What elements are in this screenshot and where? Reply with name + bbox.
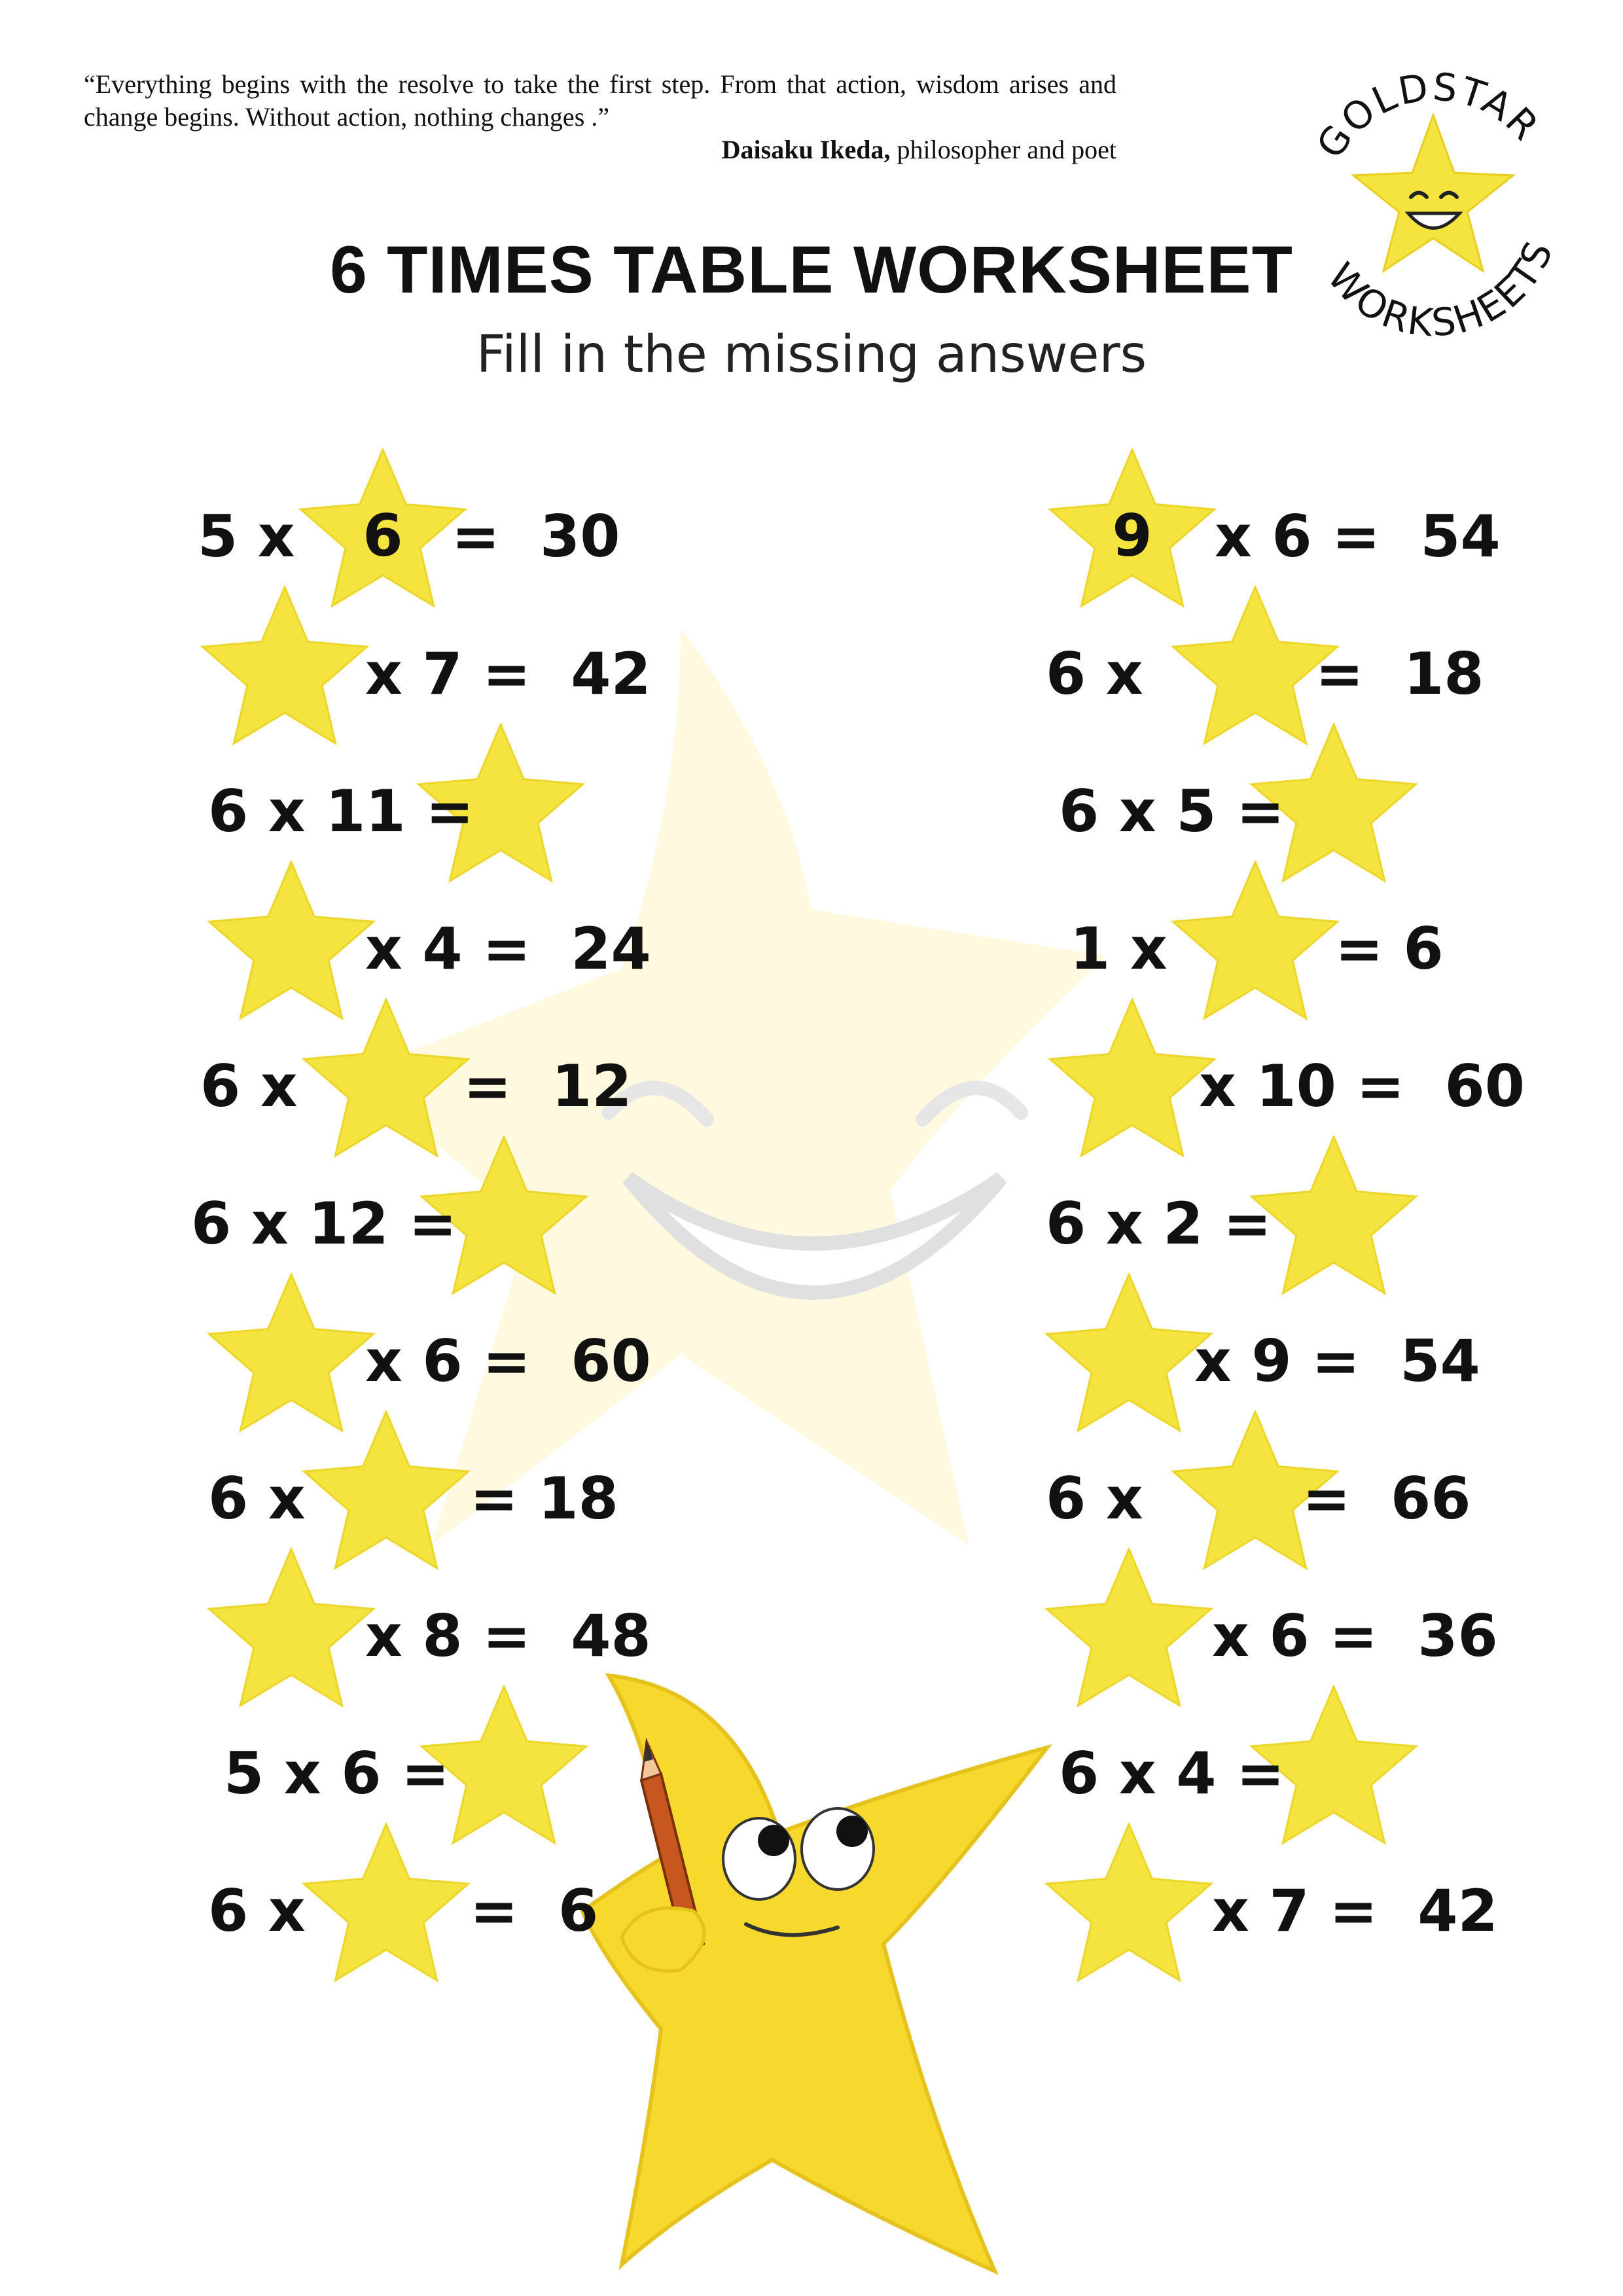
equation-part-before: 5 x 6 = [224, 1740, 450, 1807]
answer-star-left-9[interactable] [206, 1548, 376, 1710]
equation-part-after: x 7 = 42 [1212, 1877, 1498, 1945]
equation-part-after: x 6 = 36 [1212, 1602, 1498, 1670]
logo-text-top: GOLDSTAR [1308, 64, 1549, 166]
equation-part-before: 6 x [1046, 640, 1143, 708]
answer-star-left-11[interactable] [301, 1823, 471, 1985]
equation-part-after: = 6 [1335, 915, 1444, 982]
equation-part-before: 6 x [200, 1052, 298, 1120]
equation-part-before: 6 x 11 = [208, 778, 474, 845]
equation-part-before: 6 x [1046, 1465, 1143, 1532]
star-mascot-with-pencil [563, 1662, 1060, 2278]
quote-author-line [84, 134, 1116, 166]
answer-value: 9 [1112, 501, 1152, 569]
answer-star-right-9[interactable] [1044, 1548, 1214, 1710]
quote-block [84, 68, 1116, 166]
equation-part-after: = 6 [470, 1877, 599, 1945]
equation-part-before: 6 x 5 = [1059, 778, 1285, 845]
equation-part-after: = 30 [452, 503, 620, 570]
answer-value [1047, 998, 1217, 1160]
answer-star-right-5[interactable] [1047, 998, 1217, 1160]
equation-part-after: x 8 = 48 [365, 1602, 651, 1670]
equation-part-after: = 18 [470, 1465, 618, 1532]
equation-part-after: = 66 [1302, 1465, 1471, 1532]
answer-value [1249, 1136, 1419, 1298]
answer-value [1044, 1548, 1214, 1710]
answer-value: 6 [363, 501, 403, 569]
equation-part-after: = 18 [1315, 640, 1484, 708]
equation-part-before: 6 x 4 = [1059, 1740, 1285, 1807]
answer-value [200, 586, 370, 748]
equation-part-before: 6 x [208, 1465, 306, 1532]
equation-part-after: x 9 = 54 [1194, 1327, 1480, 1395]
equation-part-after: x 6 = 54 [1215, 503, 1501, 570]
equation-part-after: x 10 = 60 [1199, 1052, 1525, 1120]
equation-part-after: x 4 = 24 [365, 915, 651, 982]
answer-value [206, 1548, 376, 1710]
quote-author: Daisaku Ikeda, [721, 135, 891, 164]
answer-value [1044, 1823, 1214, 1985]
equation-part-before: 6 x [208, 1877, 306, 1945]
answer-value [301, 1823, 471, 1985]
equation-part-before: 1 x [1070, 915, 1168, 982]
answer-star-left-2[interactable] [200, 586, 370, 748]
equation-part-after: x 6 = 60 [365, 1327, 651, 1395]
answer-star-right-6[interactable] [1249, 1136, 1419, 1298]
page-title: 6 TIMES TABLE WORKSHEET [330, 232, 1293, 307]
logo-text-bottom: WORKSHEETS [1319, 233, 1563, 346]
quote-author-role: philosopher and poet [890, 135, 1116, 164]
equation-part-after: = 12 [463, 1052, 632, 1120]
equation-part-after: x 7 = 42 [365, 640, 651, 708]
quote-text: “Everything begins with the resolve to take the first step. From that action, wisdom arises and change begins. Without action, nothing changes .” [84, 69, 1116, 132]
equation-part-before: 6 x 2 = [1046, 1190, 1272, 1257]
equation-part-before: 5 x [198, 503, 295, 570]
page-subtitle: Fill in the missing answers [476, 325, 1147, 384]
answer-star-right-11[interactable] [1044, 1823, 1214, 1985]
equation-part-before: 6 x 12 = [191, 1190, 457, 1257]
